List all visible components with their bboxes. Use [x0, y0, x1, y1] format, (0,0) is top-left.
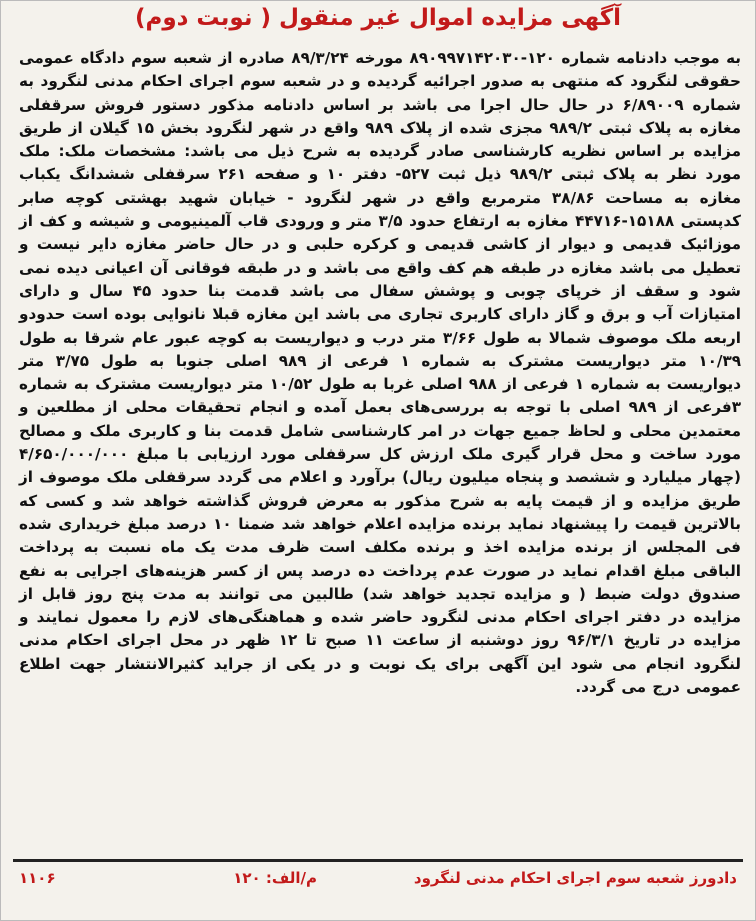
- notice-body: به موجب دادنامه شماره ۱۲۰-۸۹۰۹۹۷۱۴۲۰۳۰ مورخه ۸۹/۳/۲۴ صادره از شعبه سوم دادگاه عمومی حقوقی لنگرود که منتهی به صدور اجرائیه گردیده و در شعبه سوم اجرای احکام مدنی لنگرود به شماره ۶/۸۹۰۰۹ در حال حال اجرا می باشد بر اساس دادنامه مذکور دستور فروش سرقفلی مغازه به پلاک ثبتی ۹۸۹/۲ مجزی شده از پلاک ۹۸۹ واقع در شهر لنگرود بخش ۱۵ گیلان از طریق مزایده بر اساس نظریه کارشناسی صادر گردیده به شرح ذیل می باشد: مشخصات ملک: ملک مورد نظر به پلاک ثبتی ۹۸۹/۲ ذیل ثبت ۵۲۷- دفتر ۱۰ و صفحه ۲۶۱ سرقفلی ششدانگ یکباب مغازه به مساحت ۳۸/۸۶ مترمربع واقع در شهر لنگرود - خیابان شهید بهشتی کوچه صابر کدپستی ۱۵۱۸۸-۴۴۷۱۶ مغازه به ارتفاع حدود ۳/۵ متر و ورودی قاب آلمینیومی و شیشه و کف از موزائیک قدیمی و دیوار از کاشی قدیمی و کرکره حلبی و در حال حاضر مغازه دایر نیست و تعطیل می باشد مغازه در طبقه هم کف واقع می باشد و در طبقه فوقانی آن اعیانی دیده نمی شود و سقف از خرپای چوبی و پوشش سفال می باشد قدمت بنا حدود ۴۵ سال و دارای امتیازات آب و برق و گاز دارای کاربری تجاری می باشد این مغازه قبلا نانوایی بوده است حدودو اربعه ملک موصوف شمالا به طول ۳/۶۶ متر درب و دیواریست به کوچه عبور عام شرقا به طول ۱۰/۳۹ متر دیواریست مشترک به شماره ۱ فرعی از ۹۸۹ اصلی جنوبا به طول ۳/۷۵ متر دیواریست به شماره ۱ فرعی از ۹۸۸ اصلی غربا به طول ۱۰/۵۲ متر دیواریست مشترک به شماره ۳فرعی از ۹۸۹ اصلی با توجه به بررسی‌های بعمل آمده و انجام تحقیقات محلی از مطلعین و معتمدین محلی و لحاظ جمیع جهات در امر کارشناسی شامل قدمت بنا و کاربری ملک و مصالح مورد ساخت و محل قرار گیری ملک ارزش کل سرقفلی مورد ارزیابی با مبلغ ۴/۶۵۰/۰۰۰/۰۰۰ (چهار میلیارد و ششصد و پنجاه میلیون ریال) برآورد و اعلام می گردد سرقفلی ملک موصوف از طریق مزایده و از قیمت پایه به شرح مذکور به معرض فروش گذاشته خواهد شد و کسی که بالاترین قیمت را پیشنهاد نماید برنده مزایده اعلام خواهد شد ضمنا ۱۰ درصد مبلغ خریداری شده فی المجلس از برنده مزایده اخذ و برنده مکلف است ظرف مدت یک ماه نسبت به پرداخت الباقی مبلغ اقدام نماید در صورت عدم پرداخت ده درصد پس از کسر هزینه‌های اجرایی به نفع صندوق دولت ضبط ( و مزایده تجدید خواهد شد) طالبین می توانند به مدت پنج روز قابل از مزایده در دفتر اجرای احکام مدنی لنگرود حاضر شده و هماهنگی‌های لازم را معمول نمایند و مزایده در تاریخ ۹۶/۳/۱ روز دوشنبه از ساعت ۱۱ صبح تا ۱۲ ظهر در محل اجرای احکام مدنی لنگرود انجام می شود این آگهی برای یک نوبت و در یکی از جراید کثیرالانتشار جهت اطلاع عمومی درج می گردد.: [19, 49, 742, 697]
- reference-number: م/الف: ۱۲۰: [233, 869, 317, 887]
- footer-divider: [13, 859, 743, 862]
- notice-footer: [19, 867, 737, 897]
- issuer-signature: دادورز شعبه سوم اجرای احکام مدنی لنگرود: [413, 869, 737, 887]
- notice-title: آگهی مزایده اموال غیر منقول ( نوبت دوم): [134, 5, 622, 31]
- notice-code: ۱۱۰۶: [19, 869, 56, 887]
